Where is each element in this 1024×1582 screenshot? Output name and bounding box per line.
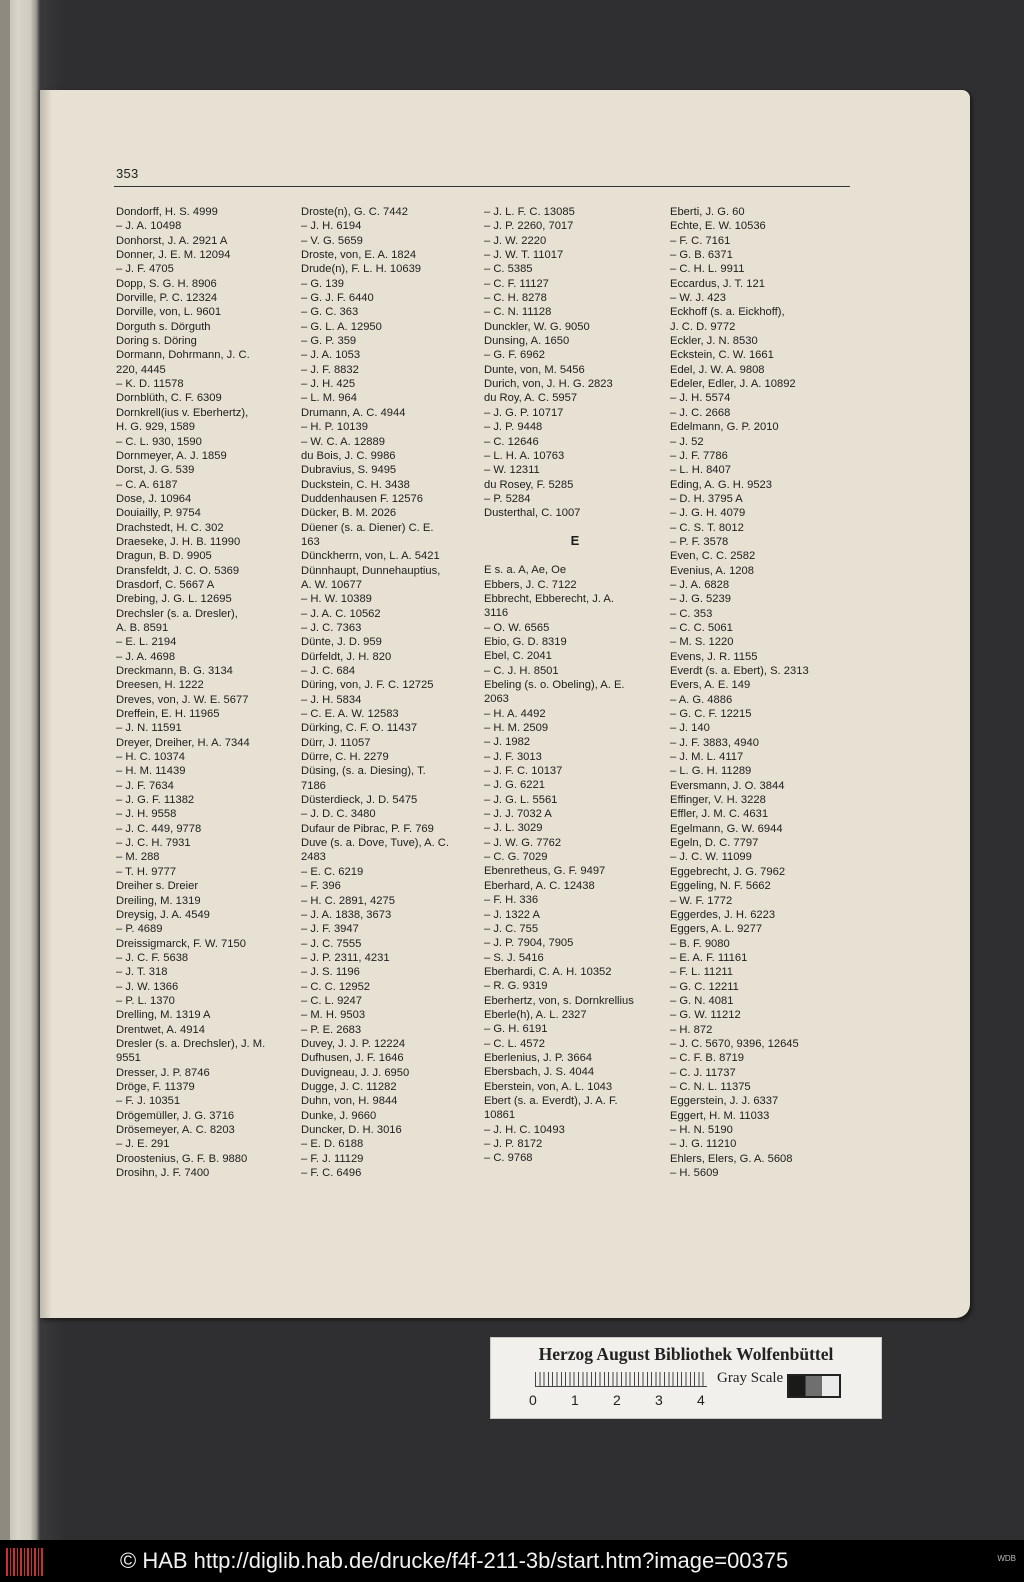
index-entry: Dufaur de Pibrac, P. F. 769	[301, 822, 434, 835]
header-rule	[114, 186, 850, 187]
index-entry: – J. A. 10498	[116, 220, 182, 233]
index-entry: Düring, von, J. F. C. 12725	[301, 679, 434, 692]
index-entry: – G. 139	[301, 277, 344, 290]
index-entry: Dransfeldt, J. C. O. 5369	[116, 564, 240, 577]
index-entry: – C. 12646	[484, 435, 539, 448]
index-entry: – G. C. 363	[301, 306, 359, 319]
index-entry: Dürr, J. 11057	[301, 736, 371, 749]
index-entry: Ebbers, J. C. 7122	[484, 578, 577, 591]
index-entry: – J. C. W. 11099	[670, 851, 752, 864]
index-entry: Dreves, von, J. W. E. 5677	[116, 693, 249, 706]
index-entry: – R. G. 9319	[484, 980, 548, 993]
index-entry: – J. D. C. 3480	[301, 808, 376, 821]
index-entry: Eggerdes, J. H. 6223	[670, 908, 776, 921]
index-entry: – J. W. 1366	[116, 980, 179, 993]
scale-number: 3	[655, 1392, 663, 1408]
index-entry: du Bois, J. C. 9986	[301, 449, 396, 462]
index-entry: – F. J. 11129	[301, 1152, 364, 1165]
index-entry: Effinger, V. H. 3228	[670, 794, 766, 807]
index-entry: Dürre, C. H. 2279	[301, 751, 389, 764]
section-letter: E	[570, 532, 580, 548]
scale-numbers	[529, 1392, 719, 1408]
index-entry: – J. P. 2311, 4231	[301, 951, 390, 964]
index-entry: – J. W. T. 11017	[484, 249, 564, 262]
index-entry: 9551	[116, 1052, 141, 1065]
index-entry: – J. G. 6221	[484, 779, 545, 792]
index-entry: Eversmann, J. O. 3844	[670, 779, 785, 792]
index-entry: – J. N. 11591	[116, 722, 182, 735]
scale-number: 1	[571, 1392, 579, 1408]
index-entry: Everdt (s. a. Ebert), S. 2313	[670, 665, 809, 677]
index-entry: – C. S. T. 8012	[670, 521, 744, 534]
index-entry: Drosihn, J. F. 7400	[116, 1167, 210, 1180]
index-entry: – F. 396	[301, 880, 341, 893]
index-entry: – J. C. 755	[484, 922, 539, 935]
index-entry: – C. F. B. 8719	[670, 1052, 745, 1065]
index-entry: – C. L. 4572	[484, 1037, 545, 1050]
index-entry: Dreysig, J. A. 4549	[116, 908, 210, 921]
index-entry: – J. H. 6194	[301, 220, 362, 233]
index-entry: Dorville, von, L. 9601	[116, 306, 222, 319]
index-entry: – J. H. 5834	[301, 693, 362, 706]
index-entry: 10861	[484, 1109, 516, 1122]
index-entry: – J. W. 2220	[484, 234, 547, 247]
index-entry: – J. C. 7363	[301, 621, 362, 634]
index-entry: Draeseke, J. H. B. 11990	[116, 535, 241, 548]
footer-bar	[0, 1540, 1024, 1582]
index-entry: Dornmeyer, A. J. 1859	[116, 449, 227, 462]
index-entry: – J. P. 7904, 7905	[484, 937, 574, 950]
index-entry: – J. F. 8832	[301, 363, 359, 376]
index-entry: Evens, J. R. 1155	[670, 650, 758, 663]
index-entry: – M. H. 9503	[301, 1009, 366, 1022]
index-entry: – P. 5284	[484, 492, 531, 505]
index-entry: Douiailly, P. 9754	[116, 507, 201, 520]
index-entry: – G. N. 4081	[670, 994, 734, 1007]
index-column-4	[670, 205, 852, 1180]
index-entry: – J. F. 3013	[484, 750, 542, 763]
index-entry: Eberstein, von, A. L. 1043	[484, 1080, 613, 1093]
index-entry: – C. H. L. 9911	[670, 263, 745, 276]
index-entry: Eckhoff (s. a. Eickhoff),	[670, 306, 785, 319]
index-entry: – F. C. 7161	[670, 234, 731, 247]
index-entry: Dorville, P. C. 12324	[116, 292, 218, 305]
index-entry: 163	[301, 535, 320, 548]
index-entry: – M. S. 1220	[670, 636, 734, 649]
index-entry: – J. C. F. 5638	[116, 951, 189, 964]
index-entry: – J. P. 9448	[484, 421, 543, 434]
index-entry: – P. 4689	[116, 923, 163, 936]
index-entry: Ebio, G. D. 8319	[484, 635, 567, 648]
index-entry: – L. M. 964	[301, 392, 357, 405]
index-entry: – J. A. 1838, 3673	[301, 908, 392, 921]
index-entry: Evers, A. E. 149	[670, 679, 751, 692]
index-entry: – J. L. F. C. 13085	[484, 206, 575, 218]
index-entry: – E. L. 2194	[116, 636, 177, 649]
index-entry: – J. G. 5239	[670, 593, 731, 606]
index-entry: Drösemeyer, A. C. 8203	[116, 1124, 235, 1136]
index-entry: – K. D. 11578	[116, 378, 184, 391]
index-entry: Eggert, H. M. 11033	[670, 1109, 770, 1122]
index-entry: A. B. 8591	[116, 621, 169, 634]
index-entry: Edelmann, G. P. 2010	[670, 421, 779, 434]
page-gutter-shadow	[40, 90, 52, 1318]
index-column-1	[116, 205, 298, 1180]
index-entry: Duhn, von, H. 9844	[301, 1095, 398, 1108]
index-entry: – J. C. 449, 9778	[116, 822, 202, 835]
index-column-3	[484, 205, 666, 1166]
index-entry: – C. N. L. 11375	[670, 1080, 751, 1093]
index-entry: Ebersbach, J. S. 4044	[484, 1066, 595, 1079]
index-entry: – J. F. 7634	[116, 779, 174, 792]
index-entry: – H. 872	[670, 1023, 713, 1036]
index-entry: – W. C. A. 12889	[301, 435, 385, 448]
index-entry: Droostenius, G. F. B. 9880	[116, 1152, 248, 1165]
index-entry: Eberhardi, C. A. H. 10352	[484, 965, 612, 978]
index-entry: Egeln, D. C. 7797	[670, 837, 759, 850]
index-entry: Dresler (s. a. Drechsler), J. M.	[116, 1037, 266, 1050]
index-entry: – J. F. 3883, 4940	[670, 736, 759, 749]
index-entry: Ebenretheus, G. F. 9497	[484, 865, 606, 878]
index-entry: Dufhusen, J. F. 1646	[301, 1052, 404, 1065]
index-entry: – H. P. 10139	[301, 421, 368, 434]
index-entry: – C. A. 6187	[116, 478, 178, 491]
index-entry: E s. a. A, Ae, Oe	[484, 564, 567, 577]
index-entry: Ebert (s. a. Everdt), J. A. F.	[484, 1094, 618, 1107]
index-entry: Durich, von, J. H. G. 2823	[484, 378, 613, 391]
index-entry: – C. C. 5061	[670, 621, 733, 634]
index-entry: – F. L. 11211	[670, 966, 734, 979]
index-entry: – T. H. 9777	[116, 865, 177, 878]
index-entry: – E. C. 6219	[301, 865, 364, 878]
index-entry: Dreissigmarck, F. W. 7150	[116, 937, 246, 950]
index-entry: Drumann, A. C. 4944	[301, 406, 406, 419]
index-entry: – D. H. 3795 A	[670, 492, 743, 505]
index-entry: – J. C. 7555	[301, 937, 362, 950]
index-entry: – J. A. 4698	[116, 650, 176, 663]
index-entry: – J. W. G. 7762	[484, 836, 562, 849]
index-entry: 220, 4445	[116, 363, 166, 376]
index-entry: – A. G. 4886	[670, 693, 733, 706]
index-entry: Drelling, M. 1319 A	[116, 1009, 211, 1022]
index-entry: Evenius, A. 1208	[670, 564, 754, 577]
scale-number: 2	[613, 1392, 621, 1408]
index-entry: Duve (s. a. Dove, Tuve), A. C.	[301, 837, 449, 850]
index-entry: – J. 1322 A	[484, 908, 540, 921]
index-entry: Dormann, Dohrmann, J. C.	[116, 349, 250, 362]
index-entry: – J. C. H. 7931	[116, 837, 191, 850]
index-entry: Eberhertz, von, s. Dornkrellius	[484, 994, 634, 1007]
index-entry: – J. J. 7032 A	[484, 808, 552, 821]
index-entry: Dubravius, S. 9495	[301, 464, 397, 477]
index-entry: – P. L. 1370	[116, 994, 175, 1007]
index-entry: – S. J. 5416	[484, 951, 544, 964]
index-entry: – J. G. F. 11382	[116, 794, 195, 807]
index-entry: – J. 140	[670, 722, 710, 735]
index-entry: Eckler, J. N. 8530	[670, 335, 758, 348]
index-entry: – V. G. 5659	[301, 234, 363, 247]
index-entry: – C. 353	[670, 607, 713, 620]
index-entry: – H. C. 2891, 4275	[301, 894, 395, 907]
index-entry: Echte, E. W. 10536	[670, 220, 766, 233]
index-entry: Droste(n), G. C. 7442	[301, 206, 408, 218]
index-entry: Dopp, S. G. H. 8906	[116, 277, 217, 290]
index-entry: – F. C. 6496	[301, 1167, 362, 1180]
index-entry: Eberti, J. G. 60	[670, 206, 745, 218]
index-entry: Drachstedt, H. C. 302	[116, 521, 224, 534]
index-entry: – H. C. 10374	[116, 751, 186, 764]
index-entry: – J. P. 2260, 7017	[484, 220, 574, 233]
index-entry: Duvigneau, J. J. 6950	[301, 1066, 410, 1079]
index-entry: Dorst, J. G. 539	[116, 464, 195, 477]
index-entry: Ebeling (s. o. Obeling), A. E.	[484, 679, 625, 691]
index-entry: Duddenhausen F. 12576	[301, 492, 423, 505]
index-entry: Dunte, von, M. 5456	[484, 363, 585, 376]
index-entry: Eccardus, J. T. 121	[670, 277, 765, 290]
index-entry: – C. J. H. 8501	[484, 664, 559, 677]
index-entry: Doring s. Döring	[116, 335, 197, 348]
index-entry: 2063	[484, 693, 509, 706]
index-entry: – J. A. 6828	[670, 578, 730, 591]
index-entry: 7186	[301, 779, 326, 792]
index-entry: – J. S. 1196	[301, 966, 360, 979]
index-entry: – G. C. F. 12215	[670, 708, 752, 721]
index-entry: Even, C. C. 2582	[670, 550, 756, 563]
index-entry: Eberhard, A. C. 12438	[484, 879, 595, 892]
index-entry: – J. F. C. 10137	[484, 765, 563, 778]
index-entry: Dugge, J. C. 11282	[301, 1080, 397, 1093]
index-entry: – H. W. 10389	[301, 593, 372, 606]
index-entry: Eggers, A. L. 9277	[670, 923, 763, 936]
index-entry: Dorguth s. Dörguth	[116, 320, 211, 333]
index-entry: – C. H. 8278	[484, 292, 547, 305]
index-entry: – C. L. 930, 1590	[116, 435, 202, 448]
index-entry: – C. E. A. W. 12583	[301, 708, 399, 721]
index-entry: – E. D. 6188	[301, 1138, 364, 1151]
index-entry: Effler, J. M. C. 4631	[670, 808, 769, 821]
index-entry: Eggerstein, J. J. 6337	[670, 1095, 779, 1108]
index-entry: – J. A. C. 10562	[301, 607, 381, 620]
index-entry: – G. L. A. 12950	[301, 320, 382, 333]
index-entry: Edeler, Edler, J. A. 10892	[670, 378, 796, 391]
index-entry: Dröge, F. 11379	[116, 1080, 195, 1093]
index-entry: – P. E. 2683	[301, 1023, 362, 1036]
index-entry: Dragun, B. D. 9905	[116, 550, 212, 563]
scale-number: 4	[697, 1392, 705, 1408]
index-entry: Dünte, J. D. 959	[301, 636, 382, 649]
index-entry: Dünnhaupt, Dunnehauptius,	[301, 564, 441, 577]
index-entry: – W. 12311	[484, 464, 540, 477]
index-entry: – L. G. H. 11289	[670, 765, 752, 778]
index-entry: – J. F. 4705	[116, 263, 174, 276]
gray-scale-swatch	[787, 1374, 841, 1398]
index-entry: Dreiling, M. 1319	[116, 894, 201, 907]
index-entry: Dücker, B. M. 2026	[301, 507, 397, 520]
index-entry: Ehlers, Elers, G. A. 5608	[670, 1152, 793, 1165]
index-entry: Donner, J. E. M. 12094	[116, 249, 231, 262]
index-entry: Eding, A. G. H. 9523	[670, 478, 772, 491]
index-entry: Dornblüth, C. F. 6309	[116, 392, 222, 405]
index-entry: Düener (s. a. Diener) C. E.	[301, 521, 434, 534]
index-entry: – J. H. 425	[301, 378, 356, 391]
index-entry: du Rosey, F. 5285	[484, 478, 574, 491]
index-entry: Edel, J. W. A. 9808	[670, 363, 765, 376]
index-entry: – J. P. 8172	[484, 1138, 543, 1150]
index-entry: – H. 5609	[670, 1167, 719, 1180]
index-entry: – F. H. 336	[484, 894, 539, 907]
index-entry: – G. H. 6191	[484, 1023, 548, 1036]
index-entry: – H. M. 11439	[116, 765, 186, 778]
index-entry: Dreckmann, B. G. 3134	[116, 665, 233, 677]
index-entry: – C. L. 9247	[301, 994, 362, 1007]
index-entry: – B. F. 9080	[670, 937, 730, 950]
index-entry: 3116	[484, 607, 509, 620]
index-entry: – C. 5385	[484, 263, 533, 276]
page-number: 353	[116, 166, 139, 181]
index-entry: – J. C. 684	[301, 665, 356, 677]
index-entry: Dresser, J. P. 8746	[116, 1066, 210, 1079]
index-entry: J. C. D. 9772	[670, 320, 736, 333]
index-entry: Ebbrecht, Ebberecht, J. A.	[484, 592, 614, 605]
index-entry: Dreyer, Dreiher, H. A. 7344	[116, 736, 250, 749]
index-entry: Dünckherrn, von, L. A. 5421	[301, 550, 440, 563]
index-entry: – H. A. 4492	[484, 707, 546, 720]
scale-ruler	[535, 1372, 707, 1387]
index-entry: – M. 288	[116, 851, 160, 864]
index-entry: – C. F. 11127	[484, 277, 549, 290]
index-entry: Drögemüller, J. G. 3716	[116, 1109, 235, 1122]
index-entry: – J. M. L. 4117	[670, 751, 744, 764]
index-entry: – J. C. 2668	[670, 406, 731, 419]
index-entry: – W. J. 423	[670, 292, 726, 305]
index-entry: – H. N. 5190	[670, 1124, 733, 1136]
index-entry: – J. H. 9558	[116, 808, 177, 821]
index-entry: H. G. 929, 1589	[116, 421, 195, 434]
index-entry: Drentwet, A. 4914	[116, 1023, 205, 1036]
index-entry: – C. G. 7029	[484, 851, 548, 864]
index-entry: – O. W. 6565	[484, 621, 550, 634]
index-entry: – G. J. F. 6440	[301, 292, 374, 305]
index-entry: – J. 1982	[484, 736, 531, 749]
index-entry: Dürfeldt, J. H. 820	[301, 650, 392, 663]
index-entry: Dreesen, H. 1222	[116, 679, 204, 692]
wdb-mark: WDB	[997, 1554, 1016, 1563]
index-entry: – G. P. 359	[301, 335, 357, 348]
index-entry: – J. T. 318	[116, 966, 168, 979]
index-entry: – G. C. 12211	[670, 980, 739, 993]
index-entry: – J. L. 3029	[484, 822, 543, 835]
barcode-icon	[6, 1548, 44, 1576]
copyright-url[interactable]: © HAB http://diglib.hab.de/drucke/f4f-211-3b/start.htm?image=00375	[120, 1548, 789, 1573]
index-entry: Dusterthal, C. 1007	[484, 507, 581, 520]
index-entry: – C. N. 11128	[484, 306, 552, 319]
index-entry: – J. H. C. 10493	[484, 1123, 565, 1136]
index-entry: – C. C. 12952	[301, 980, 371, 993]
index-entry: Düsing, (s. a. Diesing), T.	[301, 765, 426, 778]
index-entry: – J. E. 291	[116, 1138, 170, 1151]
library-name: Herzog August Bibliothek Wolfenbüttel	[538, 1344, 834, 1364]
index-entry: – J. G. 11210	[670, 1138, 737, 1151]
index-entry: Düsterdieck, J. D. 5475	[301, 794, 418, 807]
index-entry: Duckstein, C. H. 3438	[301, 478, 410, 491]
index-entry: Dreffein, E. H. 11965	[116, 708, 220, 721]
index-entry: – J. A. 1053	[301, 349, 361, 362]
index-entry: Dornkrell(ius v. Eberhertz),	[116, 406, 249, 419]
index-entry: – G. F. 6962	[484, 349, 545, 362]
index-entry: Droste, von, E. A. 1824	[301, 249, 417, 262]
index-entry: Dondorff, H. S. 4999	[116, 206, 218, 218]
index-entry: Drasdorf, C. 5667 A	[116, 578, 215, 591]
index-entry: 2483	[301, 851, 326, 864]
index-entry: – G. W. 11212	[670, 1009, 741, 1022]
index-entry: Eggebrecht, J. G. 7962	[670, 865, 786, 878]
index-entry: – F. J. 10351	[116, 1095, 181, 1108]
index-entry: Dunsing, A. 1650	[484, 335, 570, 348]
library-color-card	[490, 1337, 882, 1419]
index-entry: – C. J. 11737	[670, 1066, 736, 1079]
index-entry: – J. G. P. 10717	[484, 406, 564, 419]
index-entry: Duncker, D. H. 3016	[301, 1124, 402, 1136]
index-entry: – H. M. 2509	[484, 722, 549, 735]
index-entry: – P. F. 3578	[670, 535, 729, 548]
index-entry: Duvey, J. J. P. 12224	[301, 1037, 406, 1050]
index-entry: Eberle(h), A. L. 2327	[484, 1008, 587, 1021]
index-entry: Egelmann, G. W. 6944	[670, 822, 783, 835]
index-entry: – J. F. 7786	[670, 449, 728, 462]
index-entry: Dunckler, W. G. 9050	[484, 320, 590, 333]
index-entry: – J. G. L. 5561	[484, 793, 558, 806]
index-entry: – L. H. A. 10763	[484, 449, 565, 462]
index-entry: – J. G. H. 4079	[670, 507, 746, 520]
index-entry: Dunke, J. 9660	[301, 1109, 377, 1122]
index-entry: Drechsler (s. a. Dresler),	[116, 607, 238, 620]
index-entry: – W. F. 1772	[670, 894, 733, 907]
scale-number: 0	[529, 1392, 537, 1408]
index-column-2	[301, 205, 483, 1180]
index-entry: Drude(n), F. L. H. 10639	[301, 263, 422, 276]
index-entry: Donhorst, J. A. 2921 A	[116, 234, 228, 247]
index-entry: du Roy, A. C. 5957	[484, 392, 578, 405]
index-entry: Eggeling, N. F. 5662	[670, 880, 771, 893]
index-entry: – C. 9768	[484, 1152, 533, 1165]
index-entry: Dose, J. 10964	[116, 492, 192, 505]
index-entry: Dreiher s. Dreier	[116, 880, 199, 893]
index-entry: – L. H. 8407	[670, 464, 731, 477]
gray-scale-label: Gray Scale	[717, 1370, 784, 1386]
index-entry: – J. F. 3947	[301, 923, 359, 936]
index-entry: – E. A. F. 11161	[670, 951, 748, 964]
index-entry: Drebing, J. G. L. 12695	[116, 593, 232, 606]
index-entry: A. W. 10677	[301, 578, 362, 591]
index-entry: – G. B. 6371	[670, 249, 733, 262]
index-entry: Eckstein, C. W. 1661	[670, 349, 774, 362]
index-entry: Eberlenius, J. P. 3664	[484, 1051, 593, 1064]
index-entry: Dürking, C. F. O. 11437	[301, 722, 418, 735]
index-entry: – J. 52	[670, 435, 704, 448]
index-entry: – J. C. 5670, 9396, 12645	[670, 1037, 799, 1050]
index-entry: Ebel, C. 2041	[484, 650, 552, 663]
index-entry: – J. H. 5574	[670, 392, 731, 405]
